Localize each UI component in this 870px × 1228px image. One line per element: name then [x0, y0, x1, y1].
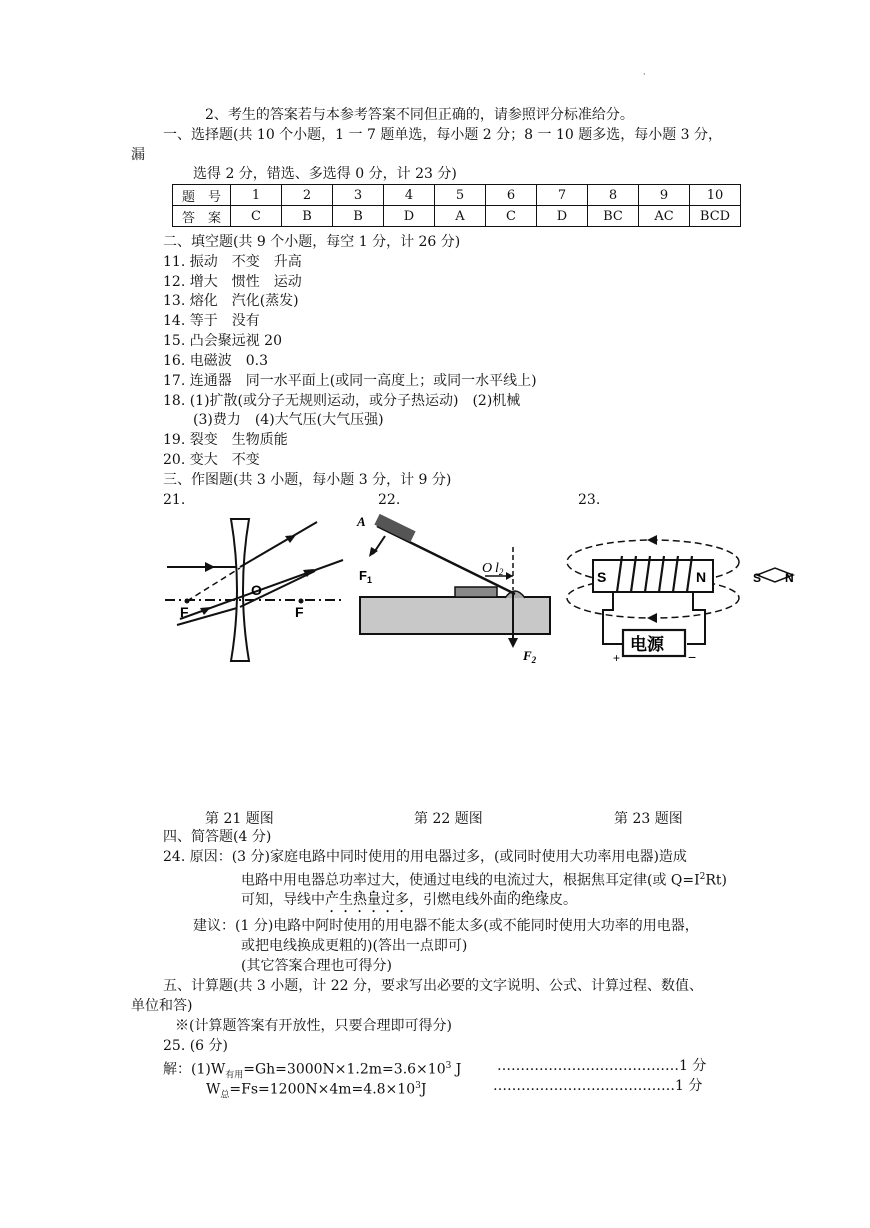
list-item: 14. 等于 没有: [163, 313, 260, 329]
answer-table: [172, 184, 741, 227]
pole-n-label: N: [696, 569, 707, 585]
label-l2: $l_2$: [495, 561, 504, 577]
caption-fig21: 第 21 题图: [205, 811, 274, 827]
focus-left-label: F: [180, 604, 189, 620]
q25-solution-1: 解：$(1)W_{有用}=Gh=3000N\times 1.2m=3.6\times 10^3$ J: [163, 1061, 462, 1081]
pivot-bump: [505, 591, 525, 598]
row-label-number: 题 号: [173, 185, 231, 206]
focus-right-label: F: [295, 604, 304, 620]
list-item: 15. 凸会聚远视 20: [163, 333, 282, 349]
suggestion-line3: (其它答案合理也可得分): [241, 958, 392, 974]
small-block: [455, 587, 497, 597]
table-cell: 1: [231, 185, 282, 206]
sec5-title-wrap: 单位和答): [131, 998, 193, 1014]
list-item: 11. 振动 不变 升高: [163, 254, 302, 270]
list-item: (3)费力 (4)大气压(大气压强): [193, 412, 384, 428]
arrow-icon: [205, 562, 215, 572]
list-item: 16. 电磁波 0.3: [163, 353, 268, 369]
table-row-numbers: [173, 185, 741, 206]
table-cell: A: [435, 206, 486, 227]
suggestion-line1: 建议：(1 分)电路中阿时使用的用电器不能太多(或不能同时使用大功率的用电器，: [193, 918, 699, 934]
power-source-label: 电源: [630, 635, 664, 655]
arrow-icon: [506, 572, 513, 580]
list-item: 13. 熔化 汽化(蒸发): [163, 293, 299, 309]
plus-label: +: [613, 651, 621, 665]
table-cell: BC: [588, 206, 639, 227]
needle-n-label: N: [785, 571, 794, 585]
label-o: O: [482, 561, 493, 576]
sec4-title: 四、简答题(4 分): [163, 829, 272, 845]
q21-label: 21.: [163, 492, 186, 508]
q22-label: 22.: [378, 492, 401, 508]
row-label-answer: 答 案: [173, 206, 231, 227]
sec3-title: 三、作图题(共 3 小题，每小题 3 分，计 9 分): [163, 472, 452, 488]
table-cell: 5: [435, 185, 486, 206]
table-cell: 10: [690, 185, 741, 206]
caption-fig23: 第 23 题图: [614, 811, 683, 827]
minus-label: −: [688, 649, 697, 665]
q24-line2: 电路中用电器总功率过大，使通过电线的电流过大，根据焦耳定律(或 $Q=I^2Rt$): [241, 872, 728, 889]
table-cell: C: [486, 206, 537, 227]
pole-s-label: S: [597, 569, 607, 585]
table-cell: 2: [282, 185, 333, 206]
table-cell: AC: [639, 206, 690, 227]
q23-label: 23.: [578, 492, 601, 508]
table-row-answers: [173, 206, 741, 227]
needle-s-label: S: [753, 571, 762, 585]
table-cell: D: [537, 206, 588, 227]
label-a: A: [357, 514, 366, 529]
q25-solution-2: $W_总=Fs=1200N\times 4m=4.8\times 10^3J$: [206, 1081, 427, 1101]
arrow-icon: [647, 535, 657, 545]
q25-score-2: …………………………………1 分: [493, 1078, 703, 1094]
list-item: 18. (1)扩散(或分子无规则运动，或分子热运动) (2)机械: [163, 393, 521, 409]
table-cell: 6: [486, 185, 537, 206]
caption-fig22: 第 22 题图: [414, 811, 483, 827]
figure-21-lens-diagram: [165, 515, 345, 665]
sec1-title-line2: 选得 2 分，错选、多选得 0 分，计 23 分): [193, 166, 457, 182]
refracted-ray-1: [240, 522, 317, 567]
focus-right-point: [299, 599, 304, 604]
q24-line1: 24. 原因：(3 分)家庭电路中同时使用的用电器过多，(或同时使用大功率用电器)造成: [163, 849, 687, 865]
label-f2: $F_2$: [523, 648, 537, 665]
lens-center-label: O: [251, 582, 262, 598]
sec5-title: 五、计算题(共 3 小题，计 22 分，要求写出必要的文字说明、公式、计算过程、数值、: [163, 978, 703, 994]
concave-lens: [231, 519, 249, 661]
list-item: 19. 裂变 生物质能: [163, 432, 288, 448]
ground-block: [360, 597, 550, 634]
suggestion-line2: 或把电线换成更粗的)(答出一点即可): [241, 938, 468, 954]
q24-line3: 可知，导线中产生热量过多，引燃电线外面的绝缘皮。: [241, 892, 577, 908]
table-cell: B: [282, 206, 333, 227]
arrow-icon: [508, 638, 518, 648]
table-cell: C: [231, 206, 282, 227]
sec1-title: 一、选择题(共 10 个小题，1 一 7 题单选，每小题 2 分；8 一 10 题多选，每小题 3 分，: [163, 127, 723, 143]
table-cell: 8: [588, 185, 639, 206]
table-cell: 7: [537, 185, 588, 206]
table-cell: 9: [639, 185, 690, 206]
table-cell: D: [384, 206, 435, 227]
table-cell: 4: [384, 185, 435, 206]
figure-23-electromagnet-diagram: [565, 520, 810, 670]
list-item: 12. 增大 惯性 运动: [163, 274, 302, 290]
table-cell: 3: [333, 185, 384, 206]
virtual-extension: [187, 568, 240, 601]
table-cell: B: [333, 206, 384, 227]
q25-score-1: …………………………………1 分: [497, 1058, 707, 1074]
sec1-title-wrap: 漏: [131, 147, 145, 163]
list-item: 20. 变大 不变: [163, 452, 260, 468]
figure-22-lever-diagram: [355, 512, 555, 672]
table-cell: BCD: [690, 206, 741, 227]
list-item: 17. 连通器 同一水平面上(或同一高度上；或同一水平线上): [163, 373, 537, 389]
q25-title: 25. (6 分): [163, 1038, 228, 1054]
sec5-note: ※(计算题答案有开放性，只要合理即可得分): [175, 1018, 452, 1034]
label-f1: $F_1$: [359, 568, 372, 585]
lever-bar: [377, 526, 515, 594]
sec2-title: 二、填空题(共 9 个小题，每空 1 分，计 26 分): [163, 234, 461, 250]
arrow-icon: [647, 613, 657, 623]
iron-core: [593, 560, 713, 592]
header-dot: ·: [643, 70, 646, 79]
note-2: 2、考生的答案若与本参考答案不同但正确的，请参照评分标准给分。: [205, 107, 634, 123]
focus-left-point: [185, 599, 190, 604]
